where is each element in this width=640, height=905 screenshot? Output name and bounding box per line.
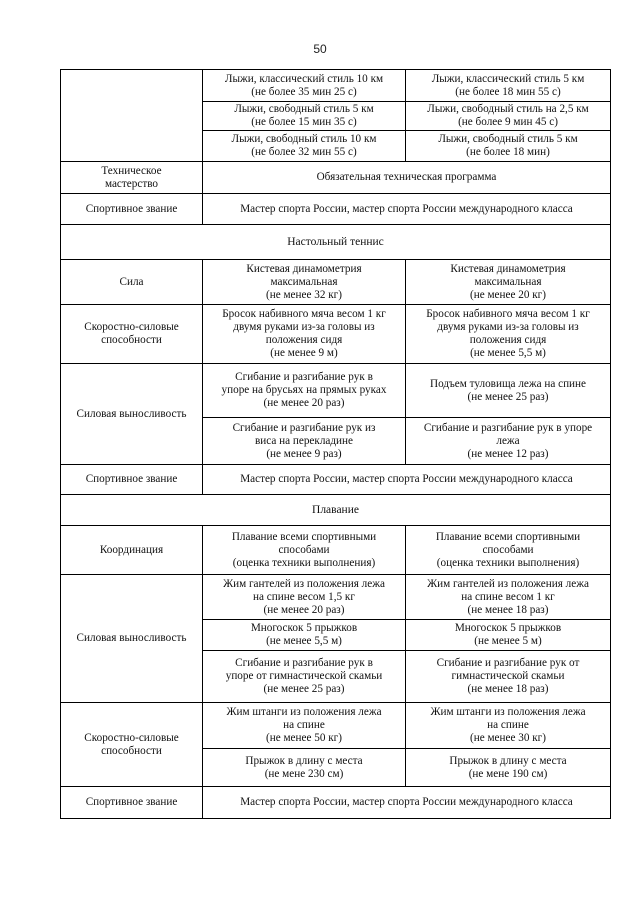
male-norm-cell: Сгибание и разгибание рук в упоре от гимнастической скамьи (не менее 25 раз) xyxy=(203,651,406,703)
male-norm-cell: Сгибание и разгибание рук из виса на перекладине (не менее 9 раз) xyxy=(203,418,406,465)
female-norm-cell: Плавание всеми спортивными способами (оценка техники выполнения) xyxy=(406,526,611,575)
category-cell: Силовая выносливость xyxy=(61,364,203,465)
female-norm-cell: Лыжи, свободный стиль на 2,5 км (не более 9 мин 45 с) xyxy=(406,102,611,131)
female-norm-cell: Жим гантелей из положения лежа на спине весом 1 кг (не менее 18 раз) xyxy=(406,575,611,620)
table-row xyxy=(61,364,611,418)
section-title: Плавание xyxy=(61,495,611,526)
female-norm-cell: Многоскок 5 прыжков (не менее 5 м) xyxy=(406,620,611,651)
table-row xyxy=(61,305,611,364)
male-norm-cell: Кистевая динамометрия максимальная (не менее 32 кг) xyxy=(203,260,406,305)
table-row xyxy=(61,703,611,749)
table-row xyxy=(61,526,611,575)
male-norm-cell: Многоскок 5 прыжков (не менее 5,5 м) xyxy=(203,620,406,651)
table-row xyxy=(61,787,611,819)
female-norm-cell: Прыжок в длину с места (не мене 190 см) xyxy=(406,749,611,787)
category-cell: Спортивное звание xyxy=(61,787,203,819)
female-norm-cell: Бросок набивного мяча весом 1 кг двумя руками из-за головы из положения сидя (не менее 5,5 м) xyxy=(406,305,611,364)
male-norm-cell: Жим штанги из положения лежа на спине (не менее 50 кг) xyxy=(203,703,406,749)
male-norm-cell: Лыжи, свободный стиль 10 км (не более 32 мин 55 с) xyxy=(203,131,406,162)
merged-norm-cell: Обязательная техническая программа xyxy=(203,162,611,194)
table-row xyxy=(61,194,611,225)
female-norm-cell: Кистевая динамометрия максимальная (не менее 20 кг) xyxy=(406,260,611,305)
male-norm-cell: Лыжи, классический стиль 10 км (не более 35 мин 25 с) xyxy=(203,70,406,102)
category-cell: Скоростно-силовые способности xyxy=(61,703,203,787)
female-norm-cell: Сгибание и разгибание рук от гимнастической скамьи (не менее 18 раз) xyxy=(406,651,611,703)
merged-norm-cell: Мастер спорта России, мастер спорта России международного класса xyxy=(203,465,611,495)
female-norm-cell: Лыжи, свободный стиль 5 км (не более 18 мин) xyxy=(406,131,611,162)
male-norm-cell: Лыжи, свободный стиль 5 км (не более 15 мин 35 с) xyxy=(203,102,406,131)
category-cell: Спортивное звание xyxy=(61,465,203,495)
category-cell: Скоростно-силовые способности xyxy=(61,305,203,364)
section-title: Настольный теннис xyxy=(61,225,611,260)
category-cell: Спортивное звание xyxy=(61,194,203,225)
category-cell: Сила xyxy=(61,260,203,305)
empty-category-cell xyxy=(61,70,203,162)
female-norm-cell: Лыжи, классический стиль 5 км (не более 18 мин 55 с) xyxy=(406,70,611,102)
male-norm-cell: Бросок набивного мяча весом 1 кг двумя руками из-за головы из положения сидя (не менее 9 м) xyxy=(203,305,406,364)
merged-norm-cell: Мастер спорта России, мастер спорта России международного класса xyxy=(203,787,611,819)
norms-table xyxy=(60,69,611,819)
merged-norm-cell: Мастер спорта России, мастер спорта России международного класса xyxy=(203,194,611,225)
table-row xyxy=(61,260,611,305)
page-number: 50 xyxy=(313,42,327,56)
table-row xyxy=(61,465,611,495)
male-norm-cell: Прыжок в длину с места (не мене 230 см) xyxy=(203,749,406,787)
category-cell: Техническое мастерство xyxy=(61,162,203,194)
female-norm-cell: Жим штанги из положения лежа на спине (не менее 30 кг) xyxy=(406,703,611,749)
male-norm-cell: Плавание всеми спортивными способами (оценка техники выполнения) xyxy=(203,526,406,575)
male-norm-cell: Жим гантелей из положения лежа на спине весом 1,5 кг (не менее 20 раз) xyxy=(203,575,406,620)
table-row xyxy=(61,575,611,620)
male-norm-cell: Сгибание и разгибание рук в упоре на брусьях на прямых руках (не менее 20 раз) xyxy=(203,364,406,418)
table-row xyxy=(61,70,611,102)
female-norm-cell: Сгибание и разгибание рук в упоре лежа (не менее 12 раз) xyxy=(406,418,611,465)
category-cell: Координация xyxy=(61,526,203,575)
female-norm-cell: Подъем туловища лежа на спине (не менее 25 раз) xyxy=(406,364,611,418)
section-header-row xyxy=(61,495,611,526)
category-cell: Силовая выносливость xyxy=(61,575,203,703)
table-row xyxy=(61,162,611,194)
section-header-row xyxy=(61,225,611,260)
